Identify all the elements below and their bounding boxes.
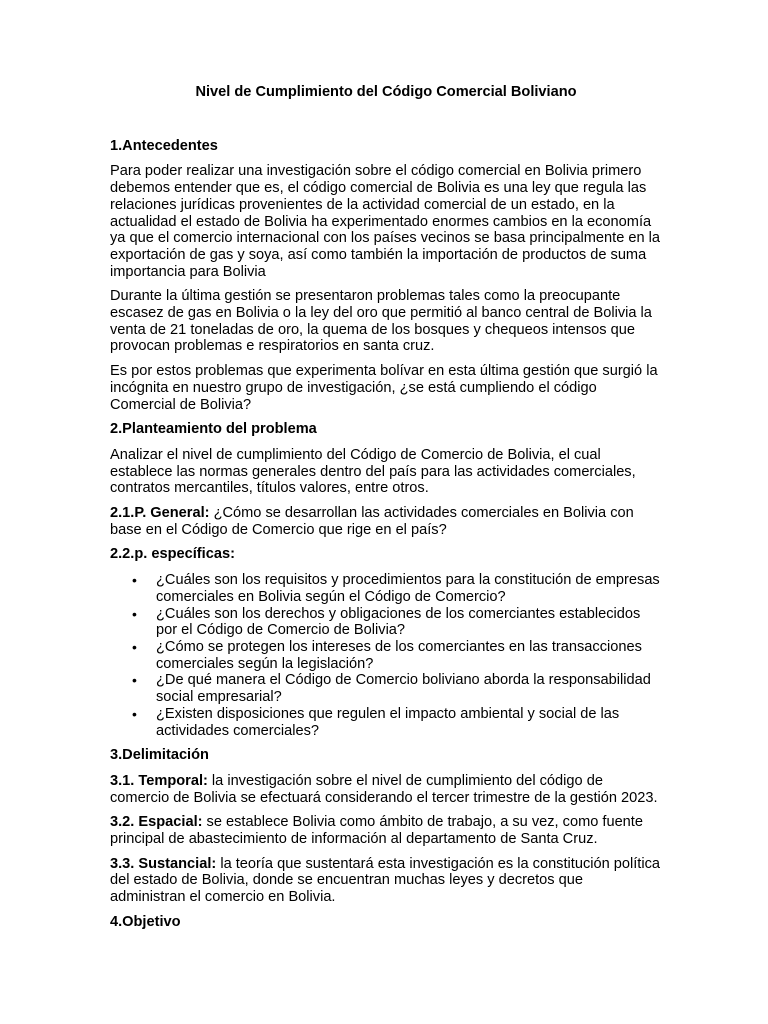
list-item-text: ¿Cuáles son los requisitos y procedimientos para la constitución de empresas comerciales en Bolivia según el Código de Comercio? — [156, 572, 660, 605]
list-item-text: ¿Existen disposiciones que regulen el impacto ambiental y social de las actividades comerciales? — [156, 705, 620, 739]
paragraph-antecedentes-3: Es por estos problemas que experimenta bolívar en esta última gestión que surgió la incógnita en nuestro grupo de investigación, ¿se está cumpliendo el código Comercial de Bolivia? — [110, 363, 658, 413]
document-title: Nivel de Cumplimiento del Código Comercial Boliviano — [195, 84, 577, 100]
section-heading-objetivo: 4.Objetivo — [110, 913, 181, 930]
paragraph-planteamiento: Analizar el nivel de cumplimiento del Código de Comercio de Bolivia, el cual establece las normas generales dentro del país para las actividades comerciales, contratos mercantiles, títulos valores, entre otros. — [110, 446, 636, 497]
list-item — [110, 639, 662, 672]
paragraph-sustancial — [110, 856, 662, 906]
espacial-label: 3.2. Espacial: — [110, 814, 203, 831]
bullet-marker: • — [132, 672, 137, 689]
section-heading-delimitacion: 3.Delimitación — [110, 747, 209, 764]
list-item-text: ¿Cómo se protegen los intereses de los comerciantes en las transacciones comerciales según la legislación? — [156, 638, 642, 672]
list-item — [110, 706, 662, 739]
general-question-text: ¿Cómo se desarrollan las actividades comerciales en Bolivia con base en el Código de Comercio que rige en el país? — [110, 505, 634, 538]
sustancial-label: 3.3. Sustancial: — [110, 855, 217, 872]
list-item — [110, 606, 662, 639]
list-item-text: ¿Cuáles son los derechos y obligaciones de los comerciantes establecidos por el Código de Comercio de Bolivia? — [156, 605, 641, 639]
document-content — [110, 84, 662, 940]
section-heading-planteamiento: 2.Planteamiento del problema — [110, 421, 317, 438]
paragraph-antecedentes-2: Durante la última gestión se presentaron problemas tales como la preocupante escasez de gas en Bolivia o la ley del oro que permitió al banco central de Bolivia la venta de 21 toneladas de oro, la quema de los bosques y chequeos intensos que provocan problemas e respiratorios en santa cruz. — [110, 288, 652, 355]
specific-questions-list — [110, 572, 662, 739]
paragraph-antecedentes-1: Para poder realizar una investigación sobre el código comercial en Bolivia primero debemos entender que es, el código comercial de Bolivia es una ley que regula las relaciones jurídicas provenientes de la actividad comercial de un estado, en la actualidad el estado de Bolivia ha experimentado enormes cambios en la economía ya que el comercio internacional con los países vecinos se basa principalmente en la exportación de gas y soya, así como también la importación de productos de suma importancia para Bolivia — [110, 163, 661, 280]
bullet-marker: • — [132, 605, 137, 622]
section-heading-antecedentes: 1.Antecedentes — [110, 137, 218, 154]
list-item — [110, 672, 662, 705]
paragraph-general-question — [110, 505, 662, 538]
paragraph-espacial — [110, 814, 662, 847]
section-heading-especificas: 2.2.p. específicas: — [110, 546, 235, 563]
temporal-label: 3.1. Temporal: — [110, 772, 208, 789]
list-item — [110, 572, 662, 605]
general-question-label: 2.1.P. General: — [110, 505, 210, 522]
paragraph-temporal — [110, 773, 662, 806]
bullet-marker: • — [132, 638, 137, 655]
espacial-text: se establece Bolivia como ámbito de trabajo, a su vez, como fuente principal de abastecimiento de información al departamento de Santa Cruz. — [110, 814, 643, 848]
temporal-text: la investigación sobre el nivel de cumplimiento del código de comercio de Bolivia se efectuará considerando el tercer trimestre de la gestión 2023. — [110, 772, 658, 806]
list-item-text: ¿De qué manera el Código de Comercio boliviano aborda la responsabilidad social empresarial? — [156, 672, 651, 706]
bullet-marker: • — [132, 705, 137, 722]
sustancial-text: la teoría que sustentará esta investigación es la constitución política del estado de Bolivia, donde se encuentran muchas leyes y decretos que administran el comercio en Bolivia. — [110, 855, 661, 906]
bullet-marker: • — [132, 572, 137, 589]
